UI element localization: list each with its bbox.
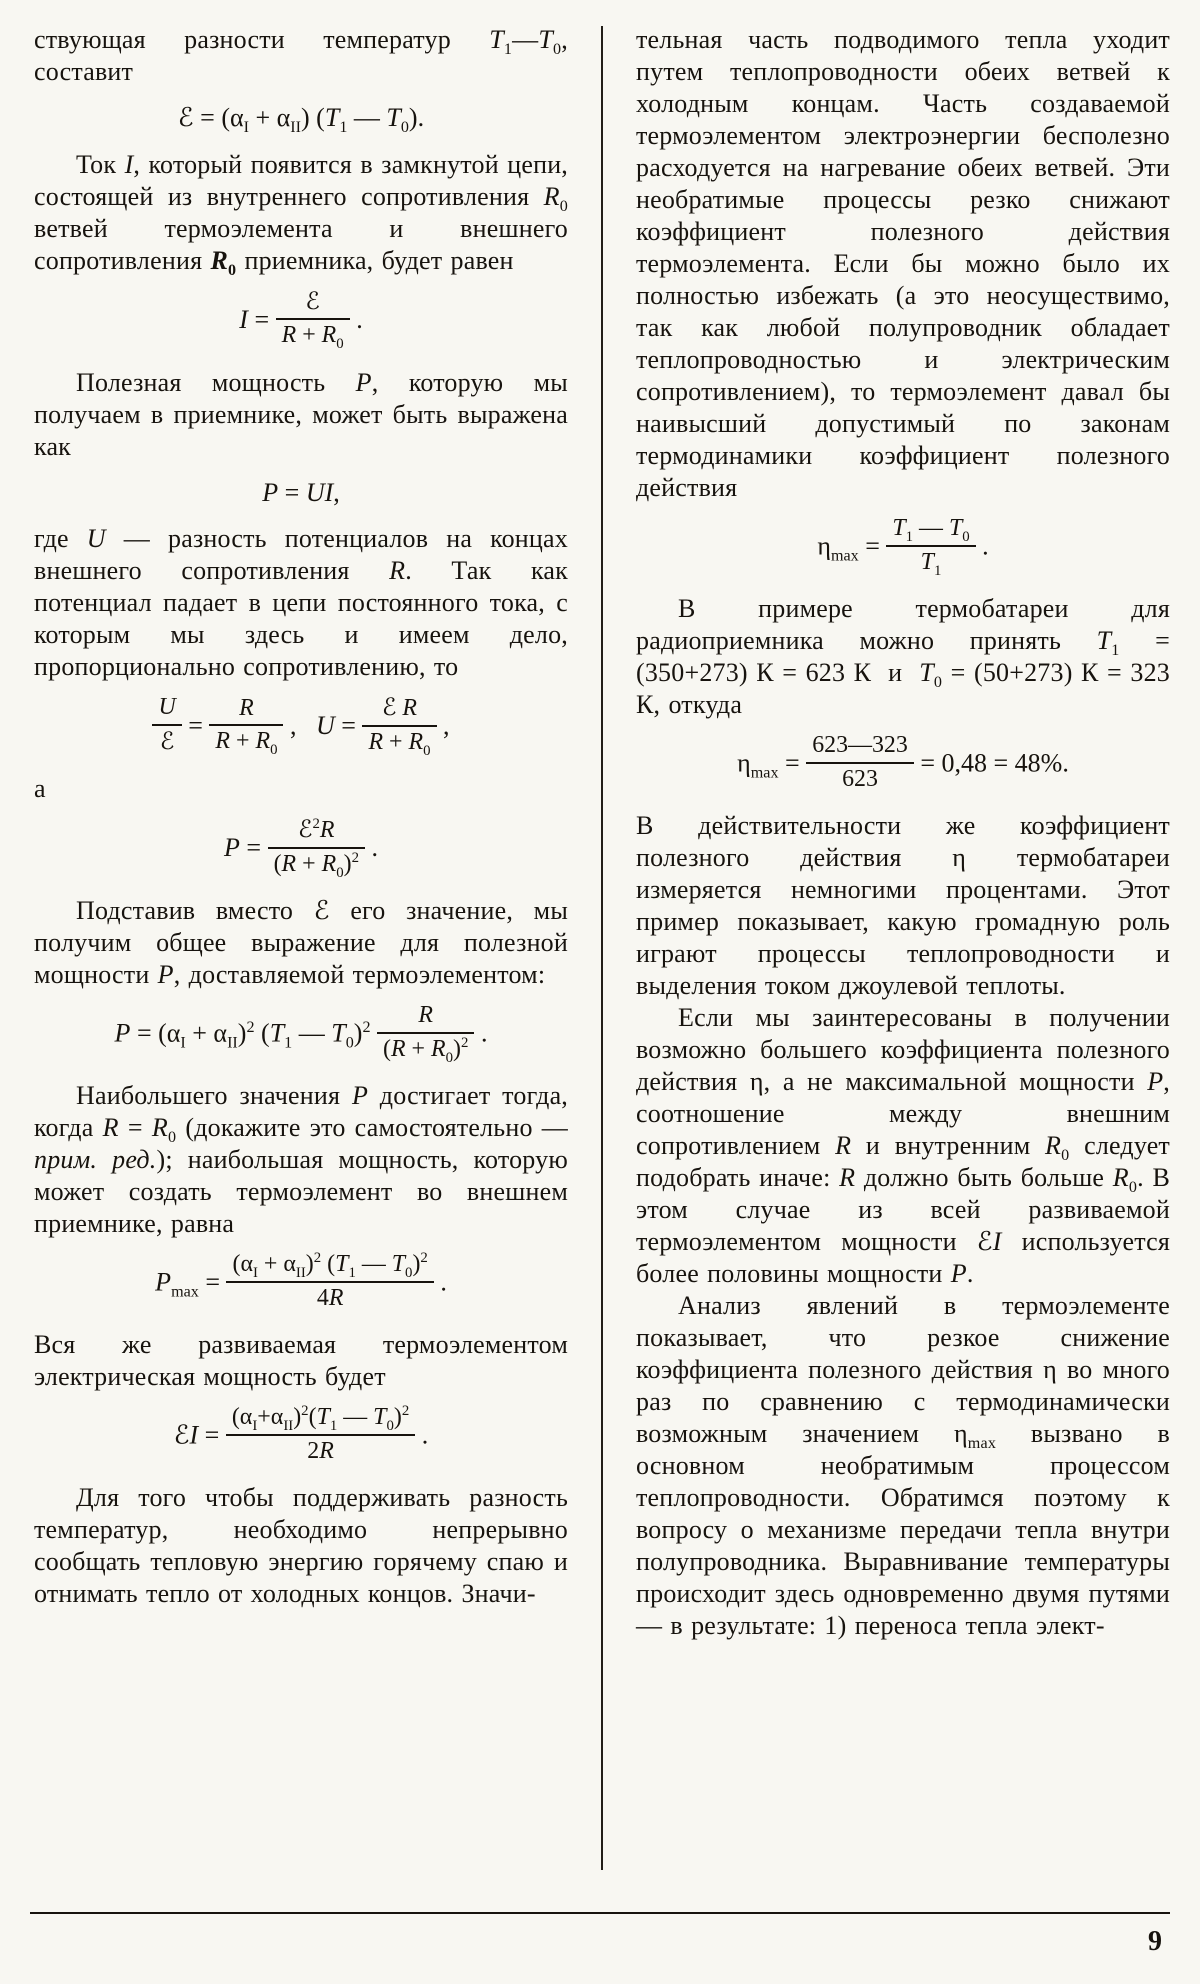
paragraph: Ток I, который появится в замкнутой цепи, состоящей из внутреннего сопротивления $R_0$ ветвей термоэлемента и внешнего сопротивления $R_0$ приемника, будет равен — [34, 149, 569, 279]
two-column-layout — [34, 24, 1170, 1876]
paragraph: Для того чтобы поддерживать разность температур, необходимо непрерывно сообщать тепловую энергию горячему спаю и отнимать тепло от холодных концов. Значи- — [34, 1483, 568, 1608]
display-formula: P = UI, — [262, 477, 340, 507]
footer-rule — [30, 1912, 1170, 1914]
paragraph: Наибольшего значения P достигает тогда, когда $R = R_0$ (докажите это самостоятельно — прим. ред.); наибольшая мощность, которую может создать термоэлемент во внешнем приемнике, равна — [34, 1081, 569, 1238]
paragraph: Анализ явлений в термоэлементе показывает, что резкое снижение коэффициента полезного действия η во много раз по сравнению с термодинамически возможным значением $\eta_{max}$ вызвано в основном необратимым процессом теплопроводности. Обратимся поэтому к вопросу о механизме передачи тепла внутри полупроводника. Выравнивание температуры происходит здесь одновременно двумя путями — в результате: 1) переноса тепла элект- — [636, 1291, 1170, 1640]
paragraph: Если мы заинтересованы в получении возможно большего коэффициента полезного действия η, а не максимальной мощности P, соотношение между внешним сопротивлением R и внутренним $R_0$ следует подобрать иначе: R должно быть больше $R_0$. В этом случае из всей развиваемой термоэлементом мощности ℰI используется более половины мощности P. — [636, 1003, 1170, 1288]
paragraph: где U — разность потенциалов на концах внешнего сопротивления R. Так как потенциал падает в цепи постоянного тока, с которым мы здесь и имеем дело, пропорционально сопротивлению, то — [34, 524, 568, 681]
paragraph: Подставив вместо ℰ его значение, мы получим общее выражение для полезной мощности P, доставляемой термоэлементом: — [34, 896, 568, 989]
right-column — [636, 24, 1170, 1876]
paragraph: Вся же развиваемая термоэлементом электрическая мощность будет — [34, 1330, 568, 1391]
column-divider — [601, 26, 603, 1870]
display-formula: P = $\frac{ℰ^2R}{(R + R_0)^2}$ . — [224, 815, 378, 881]
paragraph: Полезная мощность P, которую мы получаем в приемнике, может быть выражена как — [34, 367, 568, 461]
paragraph: тельная часть подводимого тепла уходит путем теплопроводности обеих ветвей к холодным концам. Часть создаваемой термоэлементом электроэнергии бесполезно расходуется на нагревание обеих ветвей. Эти необратимые процессы резко снижают коэффициент полезного действия термоэлемента. Если бы можно было их полностью избежать (а это неосуществимо, так как любой полупроводник обладает теплопроводностью и электрическим сопротивлением), то термоэлемент давал бы наивысший допустимый по законам термодинамики коэффициент полезного действия — [636, 25, 1170, 502]
display-formula: $\eta_{max}$ = $\frac{623—323}{623}$ = 0,48 = 48%. — [737, 732, 1069, 792]
paragraph: В примере термобатареи для радиоприемника можно принять $T_1 = (350+273) К = 623$ К и $T_0 = (50+273) К = 323$ К, откуда — [636, 594, 1170, 719]
left-column — [34, 24, 568, 1876]
display-formula: $P_{max}$ = $\frac{(\alpha_I + \alpha_{II})^2 (T_1 — T_0)^2}{4R}$ . — [155, 1250, 447, 1311]
paragraph: ствующая разности температур $T_1—T_0$, составит — [34, 25, 568, 86]
display-formula: $\frac{U}{\text{ℰ}}$ = $\frac{R}{R + R_0}$ , U = $\frac{\text{ℰ R}}{R + R_0}$ , — [34, 697, 568, 759]
display-formula: I = $\frac{\text{ℰ}}{R + R_0}$ . — [239, 286, 363, 352]
display-formula: ℰI = $\frac{(\alpha_I+\alpha_{II})^2(T_1 — T_0)^2}{2R}$ . — [173, 1403, 429, 1464]
display-formula: ℰ = $(\alpha_I + \alpha_{II})$ ($T_1$ — $T_0$). — [177, 103, 425, 137]
page-number: 9 — [1148, 1926, 1162, 1957]
display-formula: $P = (\alpha_I + \alpha_{II})^2$ ($T_1$ — $T_0)^2$ $\frac{R}{(R + R_0)^2}$ . — [114, 1002, 488, 1066]
paragraph: а — [34, 774, 46, 803]
paragraph: В действительности же коэффициент полезного действия η термобатареи измеряется немногими процентами. Этот пример показывает, какую громадную роль играют процессы теплопроводности и выделения током джоулевой теплоты. — [636, 811, 1170, 1000]
display-formula: $\eta_{max}$ = $\frac{T_1 — T_0}{T_1}$ . — [817, 515, 989, 579]
